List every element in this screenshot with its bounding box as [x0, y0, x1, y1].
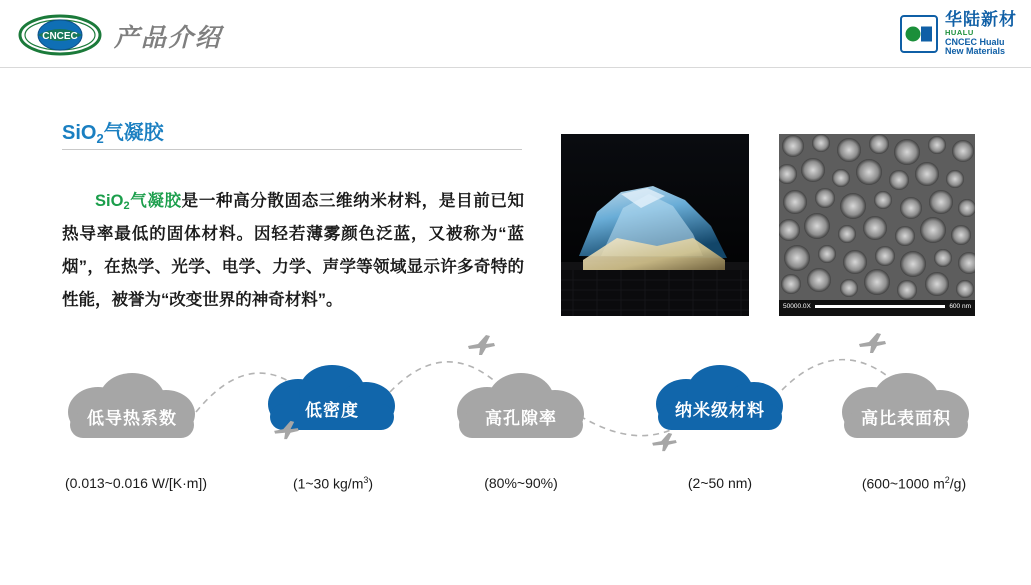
feature-caption-2-sup: 3 [363, 475, 369, 485]
feature-label-1: 低导热系数 [87, 408, 177, 428]
feature-caption-3: (80%~90%) [484, 475, 558, 491]
hualu-logo-en1: CNCEC Hualu [945, 36, 1005, 47]
feature-cloud-1[interactable] [58, 368, 206, 450]
feature-label-5: 高比表面积 [861, 408, 951, 428]
hualu-logo-mark-label: HUALU [945, 28, 974, 38]
plane-icon-1 [466, 334, 496, 356]
feature-caption-2-b: ) [368, 475, 374, 492]
feature-caption-2-a: (1~30 kg/m [292, 475, 364, 492]
sem-scale-value: 600 nm [949, 303, 971, 310]
body-paragraph [62, 185, 524, 317]
feature-caption-1: (0.013~0.016 W/[K·m]) [64, 475, 207, 491]
section-title-underline [62, 149, 522, 150]
feature-caption-5-sup: 2 [944, 475, 950, 485]
feature-cloud-4[interactable] [646, 360, 794, 442]
feature-label-4: 纳米级材料 [675, 400, 765, 420]
page-header [0, 0, 1031, 68]
plane-icon-3 [650, 432, 678, 452]
header-divider [0, 67, 1031, 68]
section-title-main: SiO [62, 122, 97, 144]
paragraph-highlight [95, 192, 182, 210]
paragraph-highlight-main: SiO [95, 191, 124, 210]
hualu-logo [900, 12, 1017, 56]
paragraph-text: 是一种高分散固态三维纳米材料，是目前已知热导率最低的固体材料。因轻若薄雾颜色泛蓝，又被称为“蓝烟”，在热学、光学、电学、力学、声学等领域显示许多奇特的性能，被誉为“改变世界的神奇材料”。 [62, 191, 525, 309]
sem-scale-line [815, 305, 945, 308]
feature-caption-4: (2~50 nm) [687, 475, 753, 491]
hualu-mark-icon [900, 15, 938, 53]
feature-caption-5-a: (600~1000 m [861, 475, 945, 492]
feature-label-3: 高孔隙率 [485, 408, 557, 428]
feature-cloud-3[interactable] [447, 368, 595, 450]
feature-caption-5-b: /g) [949, 475, 967, 492]
paragraph-highlight-sub: 2 [123, 199, 130, 212]
sem-photo [779, 134, 975, 316]
paragraph-highlight-rest: 气凝胶 [129, 191, 182, 210]
cncec-logo [18, 14, 102, 56]
hualu-logo-en2: New Materials [945, 46, 1006, 57]
page-title: 产品介绍 [114, 24, 223, 52]
plane-icon-4 [857, 332, 887, 354]
section-title-sub: 2 [96, 131, 104, 146]
section-title [62, 116, 164, 145]
feature-cloud-5[interactable] [832, 368, 980, 450]
feature-caption-5 [818, 475, 1010, 492]
feature-caption-2 [242, 475, 424, 492]
svg-text:CNCEC: CNCEC [42, 31, 78, 42]
sem-magnification-label: 50000.0X [783, 303, 811, 310]
plane-icon-2 [272, 420, 300, 440]
section-title-rest: 气凝胶 [103, 122, 164, 144]
hualu-logo-cn: 华陆新材 [945, 10, 1017, 30]
aerogel-photo [561, 134, 749, 316]
feature-label-2: 低密度 [305, 400, 359, 420]
sem-scale-bar [783, 300, 971, 313]
